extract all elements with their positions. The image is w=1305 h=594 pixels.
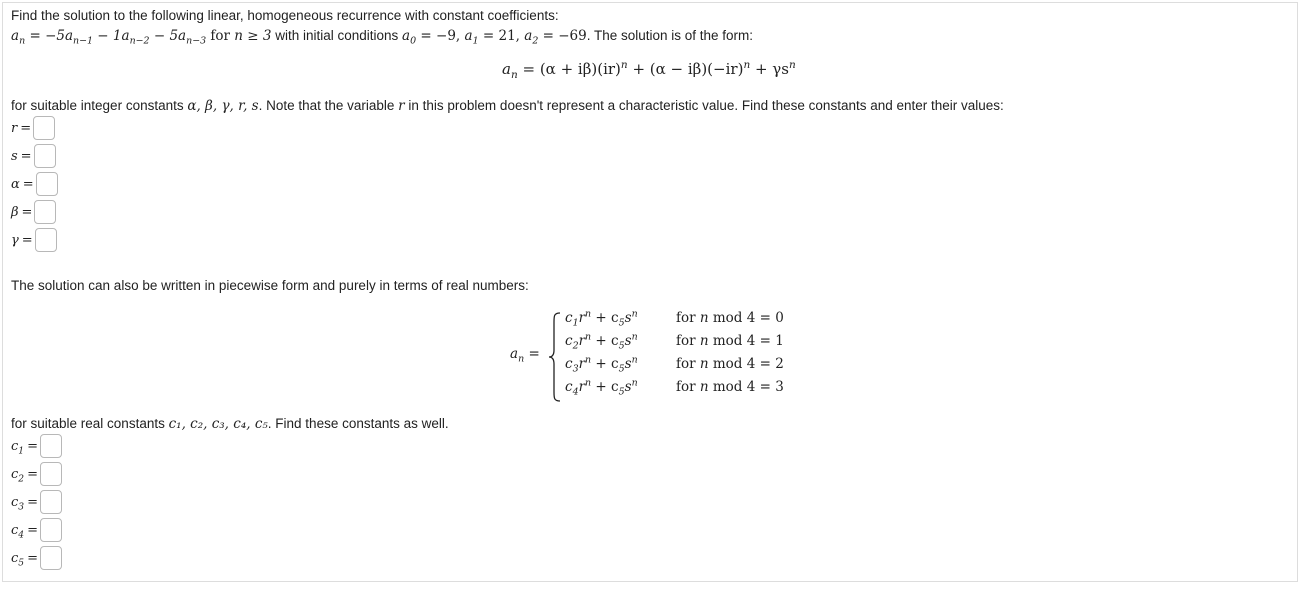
case-cond-1: for n mod 4 = 0 bbox=[676, 310, 784, 326]
case-cond-4: for n mod 4 = 3 bbox=[676, 379, 784, 395]
field-label-r: r = bbox=[11, 120, 32, 136]
piecewise-equation bbox=[510, 310, 800, 402]
intro-text: Find the solution to the following linear, homogeneous recurrence with constant coefficients: bbox=[11, 8, 559, 23]
field-row-c3 bbox=[11, 490, 62, 514]
field-label-c2: $c_2$ = bbox=[11, 466, 38, 485]
field-row-beta bbox=[11, 200, 56, 224]
constants-instructions: for suitable integer constants α, β, γ, r, s. Note that the variable r in this problem doesn't represent a characteristic value. Find these constants and enter their values: bbox=[11, 98, 1004, 114]
field-row-alpha bbox=[11, 172, 58, 196]
c5-input[interactable] bbox=[40, 546, 62, 570]
field-label-gamma: γ = bbox=[11, 232, 33, 248]
case-cond-2: for n mod 4 = 1 bbox=[676, 333, 784, 349]
field-label-c3: $c_3$ = bbox=[11, 494, 38, 513]
recurrence-line: $a_n = -5a_{n-1} - 1a_{n-2} - 5a_{n-3}$ for n ≥ 3 with initial conditions $a_0 = -9$, $a_1 = 21$, $a_2 = -69$. The solution is of the form: bbox=[11, 28, 754, 47]
c1-input[interactable] bbox=[40, 434, 62, 458]
field-label-c4: $c_4$ = bbox=[11, 522, 38, 541]
field-row-gamma bbox=[11, 228, 57, 252]
piecewise-lhs: $a_n$ = bbox=[510, 346, 540, 365]
case-expr-2: $c_2r^n + c_5s^n$ bbox=[565, 331, 638, 352]
field-label-s: s = bbox=[11, 148, 32, 164]
field-row-c5 bbox=[11, 546, 62, 570]
field-row-s bbox=[11, 144, 56, 168]
left-brace-icon bbox=[548, 312, 562, 402]
piecewise-intro: The solution can also be written in piecewise form and purely in terms of real numbers: bbox=[11, 278, 529, 293]
c3-input[interactable] bbox=[40, 490, 62, 514]
case-expr-4: $c_4r^n + c_5s^n$ bbox=[565, 377, 638, 398]
case-cond-3: for n mod 4 = 2 bbox=[676, 356, 784, 372]
gamma-input[interactable] bbox=[35, 228, 57, 252]
s-input[interactable] bbox=[34, 144, 56, 168]
c2-input[interactable] bbox=[40, 462, 62, 486]
solution-form-equation: $a_n = (\alpha + i\beta)(ir)^n + (\alpha - i\beta)(-ir)^n + \gamma s^n$ bbox=[502, 59, 796, 81]
field-label-alpha: α = bbox=[11, 176, 34, 192]
field-row-c2 bbox=[11, 462, 62, 486]
real-constants-instructions: for suitable real constants c₁, c₂, c₃, c₄, c₅. Find these constants as well. bbox=[11, 416, 449, 432]
field-label-beta: β = bbox=[11, 204, 33, 220]
alpha-input[interactable] bbox=[36, 172, 58, 196]
field-row-r bbox=[11, 116, 55, 140]
r-input[interactable] bbox=[33, 116, 55, 140]
case-expr-1: $c_1r^n + c_5s^n$ bbox=[565, 308, 638, 329]
field-row-c4 bbox=[11, 518, 62, 542]
field-row-c1 bbox=[11, 434, 62, 458]
field-label-c5: $c_5$ = bbox=[11, 550, 38, 569]
c4-input[interactable] bbox=[40, 518, 62, 542]
beta-input[interactable] bbox=[34, 200, 56, 224]
case-expr-3: $c_3r^n + c_5s^n$ bbox=[565, 354, 638, 375]
field-label-c1: $c_1$ = bbox=[11, 438, 38, 457]
